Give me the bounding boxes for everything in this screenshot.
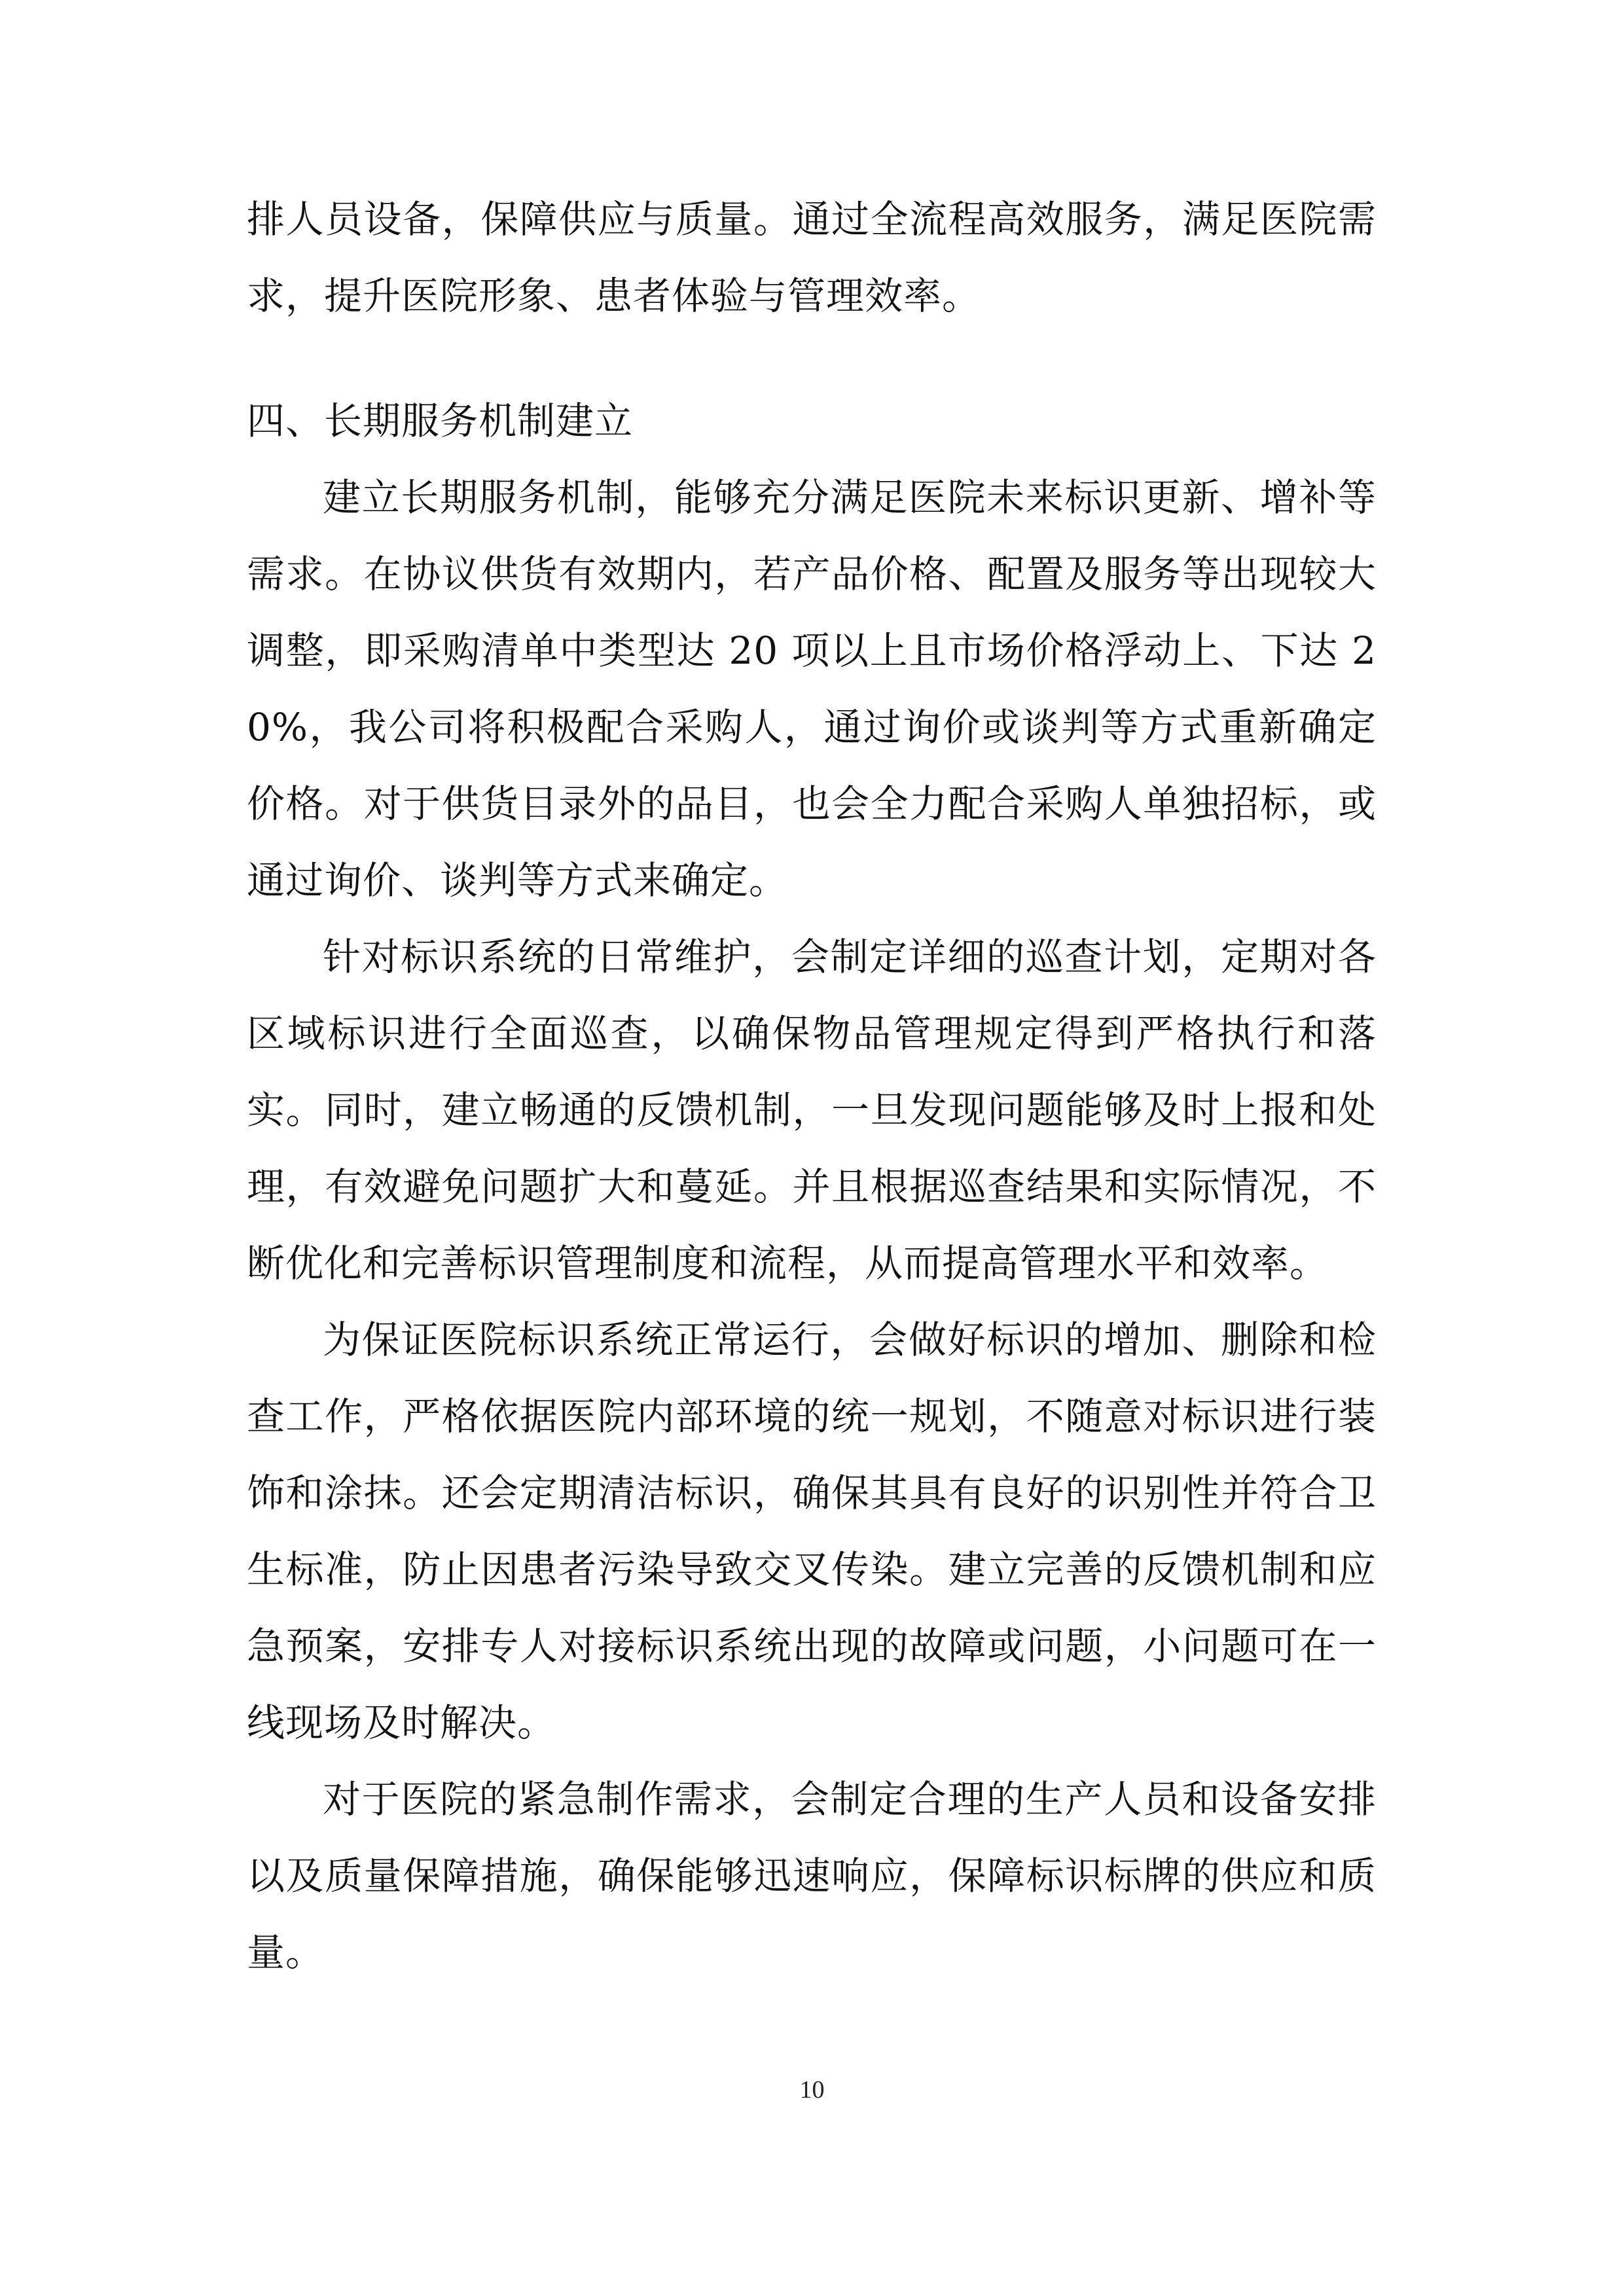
paragraph-urgent-production: 对于医院的紧急制作需求，会制定合理的生产人员和设备安排以及质量保障措施，确保能够迅速响应，保障标识标牌的供应和质量。 [247, 1777, 1377, 1975]
page-number: 10 [799, 2076, 825, 2104]
section-heading: 四、长期服务机制建立 [247, 399, 634, 443]
document-body [247, 181, 1377, 1991]
paragraph-normal-operation: 为保证医院标识系统正常运行，会做好标识的增加、删除和检查工作，严格依据医院内部环境的统一规划，不随意对标识进行装饰和涂抹。还会定期清洁标识，确保其具有良好的识别性并符合卫生标准，防止因患者污染导致交叉传染。建立完善的反馈机制和应急预案，安排专人对接标识系统出现的故障或问题，小问题可在一线现场及时解决。 [247, 1318, 1377, 1745]
intro-paragraph: 排人员设备，保障供应与质量。通过全流程高效服务，满足医院需求，提升医院形象、患者体验与管理效率。 [247, 197, 1377, 318]
paragraph-daily-maintenance: 针对标识系统的日常维护，会制定详细的巡查计划，定期对各区域标识进行全面巡查，以确保物品管理规定得到严格执行和落实。同时，建立畅通的反馈机制，一旦发现问题能够及时上报和处理，有效避免问题扩大和蔓延。并且根据巡查结果和实际情况，不断优化和完善标识管理制度和流程，从而提高管理水平和效率。 [247, 935, 1377, 1285]
paragraph-long-term-service: 建立长期服务机制，能够充分满足医院未来标识更新、增补等需求。在协议供货有效期内，若产品价格、配置及服务等出现较大调整，即采购清单中类型达 20 项以上且市场价格浮动上、下达 20%，我公司将积极配合采购人，通过询价或谈判等方式重新确定价格。对于供货目录外的品目，也会全力配合采购人单独招标，或通过询价、谈判等方式来确定。 [247, 475, 1377, 903]
